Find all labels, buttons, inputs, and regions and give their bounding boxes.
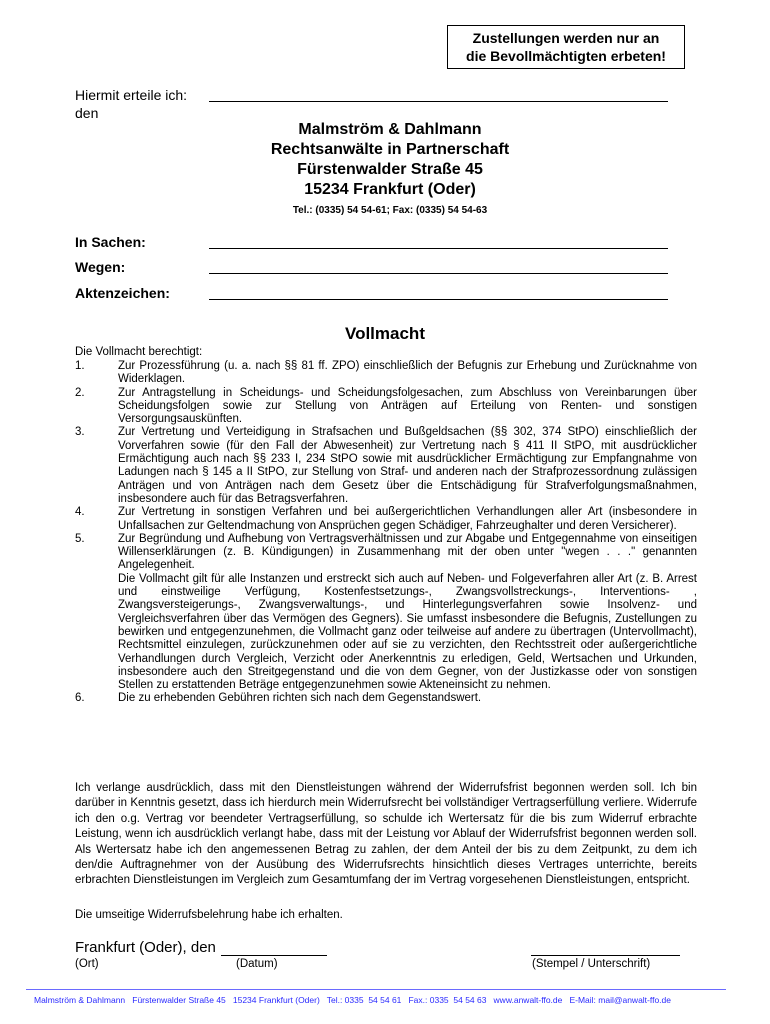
notice-line-2: die Bevollmächtigten erbeten! [466,48,666,64]
firm-contact: Tel.: (0335) 54 54-61; Fax: (0335) 54 54-63 [292,205,488,216]
list-item [75,692,697,705]
field-label-in-sachen: In Sachen: [75,234,146,250]
field-line-in-sachen [209,248,668,249]
list-intro: Die Vollmacht berechtigt: [75,346,203,358]
list-item-text [118,533,697,693]
field-line-wegen [209,273,668,274]
list-item-number: 4. [75,506,85,519]
list-item-text-part-2: Die Vollmacht gilt für alle Instanzen und erstreckt sich auch auf Neben- und Folgeverfahren aller Art (z. B. Arrest und einstweilige Verfügung, Kostenfestsetzungs-, Zwangsvollstreckungs-, Interventions- , Zwangsversteigerungs-, Zwangsverwaltungs-, und Hinterlegungsverfahren sowie Insolvenz- und Vergleichsverfahren über das Vermögen des Gegners). Sie umfasst insbesondere die Befugnis, Zustellungen zu bewirken und entgegenzunehmen, die Vollmacht ganz oder teilweise auf andere zu übertragen (Untervollmacht), Rechtsmittel einzulegen, zurückzunehmen oder auf sie zu verzichten, den Rechtsstreit oder außergerichtliche Verhandlungen durch Vergleich, Verzicht oder Anerkenntnis zu erledigen, Geld, Wertsachen und Urkunden, insbesondere auch den Streitgegenstand und die von dem Gegner, von der Justizkasse oder von sonstigen Stellen zu erstattenden Beträge entgegenzunehmen sowie Akteneinsicht zu nehmen. [118,572,697,692]
field-line-aktenzeichen [209,299,668,300]
grant-den: den [75,105,99,121]
receipt-statement: Die umseitige Widerrufsbelehrung habe ich erhalten. [75,909,343,921]
list-item-number: 2. [75,386,85,399]
authorization-list [75,360,697,706]
signature-line [531,955,680,956]
delivery-notice-box [447,25,685,69]
firm-type: Rechtsanwälte in Partnerschaft [270,141,510,158]
signature-place-date: Frankfurt (Oder), den [75,939,216,956]
footer-contact: Malmström & Dahlmann Fürstenwalder Straße 45 15234 Frankfurt (Oder) Tel.: 0335 54 54 61 Fax.: 0335 54 54 63 www.anwalt-ffo.de E-Mail: mail@anwalt-ffo.de [34,995,671,1005]
list-item [75,426,697,506]
notice-line-1: Zustellungen werden nur an [472,30,660,46]
label-datum: (Datum) [236,958,278,970]
date-line [221,955,327,956]
list-item-text: Zur Antragstellung in Scheidungs- und Scheidungsfolgesachen, zum Abschluss von Vereinbarungen über Scheidungsfolgen sowie zur Stellung von Anträgen auf Erteilung von Renten- und sonstigen Versorgungsauskünften. [118,386,697,426]
list-item [75,506,697,533]
list-item-number: 3. [75,426,85,439]
label-stempel: (Stempel / Unterschrift) [532,958,651,970]
firm-block [180,120,600,218]
list-item-text: Zur Vertretung und Verteidigung in Strafsachen und Bußgeldsachen (§§ 302, 374 StPO) einschließlich der Vorverfahren sowie (für den Fall der Abwesenheit) zur Vertretung nach § 411 II StPO, mit ausdrücklicher Ermächtigung auch nach §§ 233 I, 234 StPO sowie mit ausdrücklicher Ermächtigung zur Empfangnahme von Ladungen nach § 145 a II StPO, zur Stellung von Straf- und anderen nach der Strafprozessordnung zulässigen Anträgen und von Anträgen nach dem Gesetz über die Entschädigung für Strafverfolgungsmaßnahmen, insbesondere auch für das Betragsverfahren. [118,426,697,505]
list-item [75,533,697,693]
document-title: Vollmacht [345,324,425,343]
label-ort: (Ort) [75,958,99,970]
consent-paragraph: Ich verlange ausdrücklich, dass mit den Dienstleistungen während der Widerrufsfrist begonnen werden soll. Ich bin darüber in Kenntnis gesetzt, dass ich hierdurch mein Widerrufsrecht bei vollständiger Vertragserfüllung verliere. Widerrufe ich den o.g. Vertrag vor beendeter Vertragserfüllung, so schulde ich Wertersatz für die bis zum Widerruf erbrachte Leistung, wenn ich ausdrücklich verlangt habe, dass mit der Leistung vor Ablauf der Widerrufsfrist begonnen werden soll. Als Wertersatz habe ich den angemessenen Betrag zu zahlen, der dem Anteil der bis zu dem Zeitpunkt, zu dem ich den/die Auftragnehmer von der Ausübung des Widerrufsrechts hinsichtlich dieses Vertrages unterrichte, bereits erbrachten Dienstleistungen im Vergleich zum Gesamtumfang der im Vertrag vorgesehenen Dienstleistungen, entspricht. [75,782,697,887]
list-item-number: 1. [75,360,85,372]
footer-rule [26,989,726,990]
list-item-text: Die zu erhebenden Gebühren richten sich nach dem Gegenstandswert. [118,692,482,705]
field-label-aktenzeichen: Aktenzeichen: [75,285,170,301]
list-item-text: Zur Prozessführung (u. a. nach §§ 81 ff. ZPO) einschließlich der Befugnis zur Erhebung und Zurücknahme von Widerklagen. [118,360,697,386]
grant-signature-line [209,101,668,102]
list-item-number: 5. [75,532,85,545]
firm-street: Fürstenwalder Straße 45 [297,161,483,178]
field-label-wegen: Wegen: [75,259,126,275]
list-item [75,360,697,387]
firm-name: Malmström & Dahlmann [298,121,482,138]
list-item-text-part-1: Zur Begründung und Aufhebung von Vertragsverhältnissen und zur Abgabe und Entgegennahme von einseitigen Willenserklärungen (z. B. Kündigungen) in Zusammenhang mit der oben unter "wegen . . ." genannten Angelegenheit. [118,532,697,572]
grant-label: Hiermit erteile ich: [75,87,188,103]
list-item-text: Zur Vertretung in sonstigen Verfahren und bei außergerichtlichen Verhandlungen aller Art (insbesondere in Unfallsachen zur Geltendmachung von Ansprüchen gegen Schädiger, Fahrzeughalter und deren Versicherer). [118,506,697,532]
list-item-number: 6. [75,692,85,705]
list-item [75,387,697,427]
firm-city: 15234 Frankfurt (Oder) [304,181,476,198]
